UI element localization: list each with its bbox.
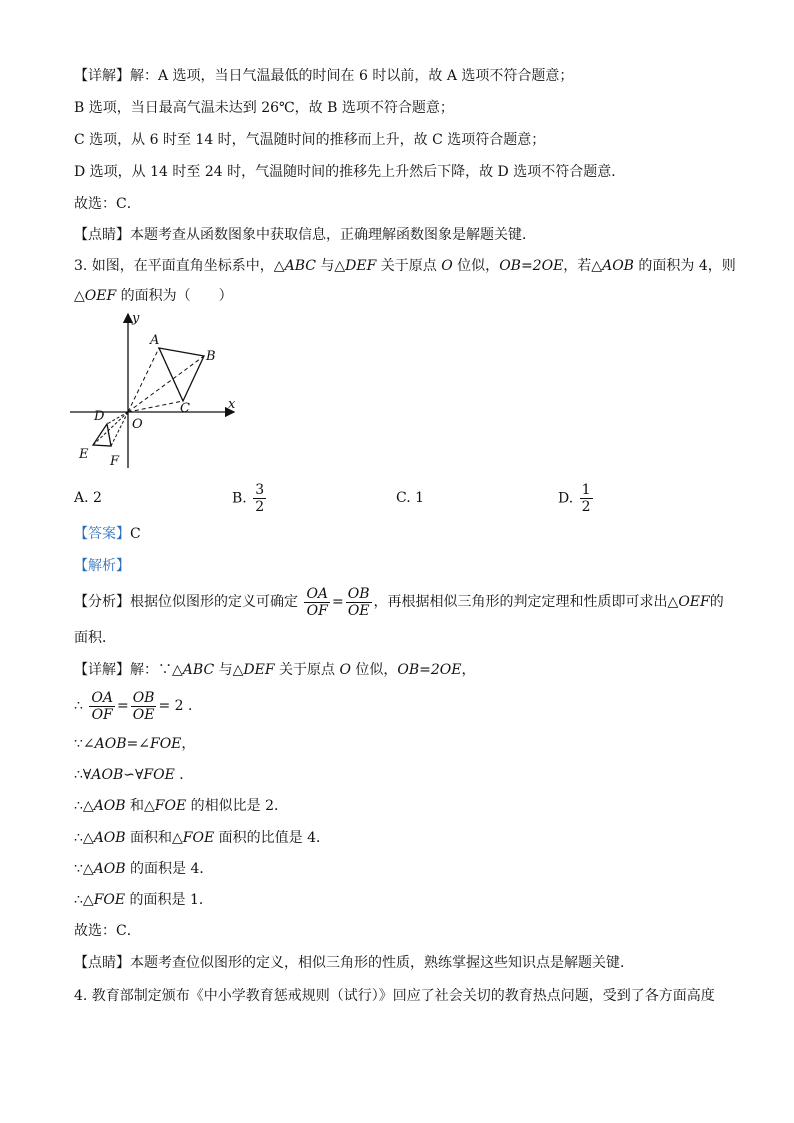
detail-line-1: 【详解】解：∵△ABC 与△DEF 关于原点 O 位似，OB=2OE， [74,662,476,678]
label-b: B [206,349,216,364]
detail-fraction-ob-oe: $\frac{OB}{OE}$ [132,689,155,723]
q3-comment-line: 【点睛】本题考查位似图形的定义，相似三角形的性质，熟练掌握这些知识点是解题关键． [74,955,634,971]
q3-choose-line: 故选：C． [74,923,141,939]
fenxi-line-2: 面积． [74,630,116,646]
fenxi-fraction-oa-of: $\frac{OA}{OF}$ [306,585,329,619]
detail-line-6: ∴△AOB 面积和△FOE 面积的比值是 4． [74,830,331,846]
label-c: C [180,401,190,416]
detail-line-3: ∵∠AOB=∠FOE， [74,736,196,752]
q3-stem-line-2: △OEF 的面积为（ ） [74,288,233,304]
detail-line-4: ∴∀AOB∽∀FOE ． [74,767,194,783]
comment-tag-q3: 【点睛】 [74,955,130,971]
prev-detail-line-2: B 选项，当日最高气温未达到 26℃，故 B 选项不符合题意； [74,100,454,116]
detail-line-8: ∴△FOE 的面积是 1． [74,892,213,908]
fenxi-tag: 【分析】 [74,594,130,610]
triangle-abc [159,348,204,401]
detail-tag-q3: 【详解】 [74,662,130,678]
homothety-figure [70,308,250,476]
option-b-fraction: $\frac{3}{2}$ [255,482,265,515]
dash-oa [128,348,159,412]
label-f: F [110,454,120,469]
label-d: D [94,409,105,424]
dash-of [111,412,128,446]
answer-tag: 【答案】 [74,526,130,542]
prev-choose-line: 故选：C． [74,196,141,212]
fenxi-line-1: 【分析】根据位似图形的定义可确定 $\frac{OA}{OF}$ = $\frac{OB}{OE}$ ，再根据相似三角形的判定定理和性质即可求出△OEF的 [74,585,724,619]
x-axis-label: x [228,397,236,412]
label-o: O [132,417,143,432]
detail-line-2: ∴ $\frac{OA}{OF}$ = $\frac{OB}{OE}$ = 2 ． [74,689,203,723]
label-e: E [79,447,89,462]
detail-line-7: ∵△AOB 的面积是 4． [74,861,214,877]
analysis-tag: 【解析】 [74,558,130,574]
prev-comment-line: 【点睛】本题考查从函数图象中获取信息，正确理解函数图象是解题关键． [74,227,536,243]
detail-tag: 【详解】 [74,68,130,84]
option-a: A. 2 [74,490,102,506]
option-b: B. $\frac{3}{2}$ [232,482,265,515]
triangle-def [93,424,111,446]
y-axis-label: y [132,311,140,326]
prev-detail-line-4: D 选项，从 14 时至 24 时，气温随时间的推移先上升然后下降，故 D 选项不符合题意． [74,164,626,180]
answer-line: 【答案】C [74,526,141,542]
q3-stem-line-1: 3. 如图，在平面直角坐标系中，△ABC 与△DEF 关于原点 O 位似，OB=2OE，若△AOB 的面积为 4，则 [74,258,736,274]
fenxi-fraction-ob-oe: $\frac{OB}{OE}$ [347,585,370,619]
option-d-fraction: $\frac{1}{2}$ [581,482,591,515]
q4-stem-line: 4. 教育部制定颁布《中小学教育惩戒规则（试行）》回应了社会关切的教育热点问题，受到了各方面高度 [74,988,715,1004]
analysis-tag-line [74,556,130,576]
comment-tag: 【点睛】 [74,227,130,243]
option-d: D. $\frac{1}{2}$ [558,482,591,515]
detail-fraction-oa-of: $\frac{OA}{OF}$ [91,689,113,723]
detail-line-5: ∴△AOB 和△FOE 的相似比是 2． [74,798,289,814]
label-a: A [150,333,160,348]
option-c: C. 1 [396,490,425,506]
prev-detail-line-3: C 选项，从 6 时至 14 时，气温随时间的推移而上升，故 C 选项符合题意； [74,132,546,148]
prev-detail-line-1: 【详解】解：A 选项，当日气温最低的时间在 6 时以前，故 A 选项不符合题意； [74,68,574,84]
